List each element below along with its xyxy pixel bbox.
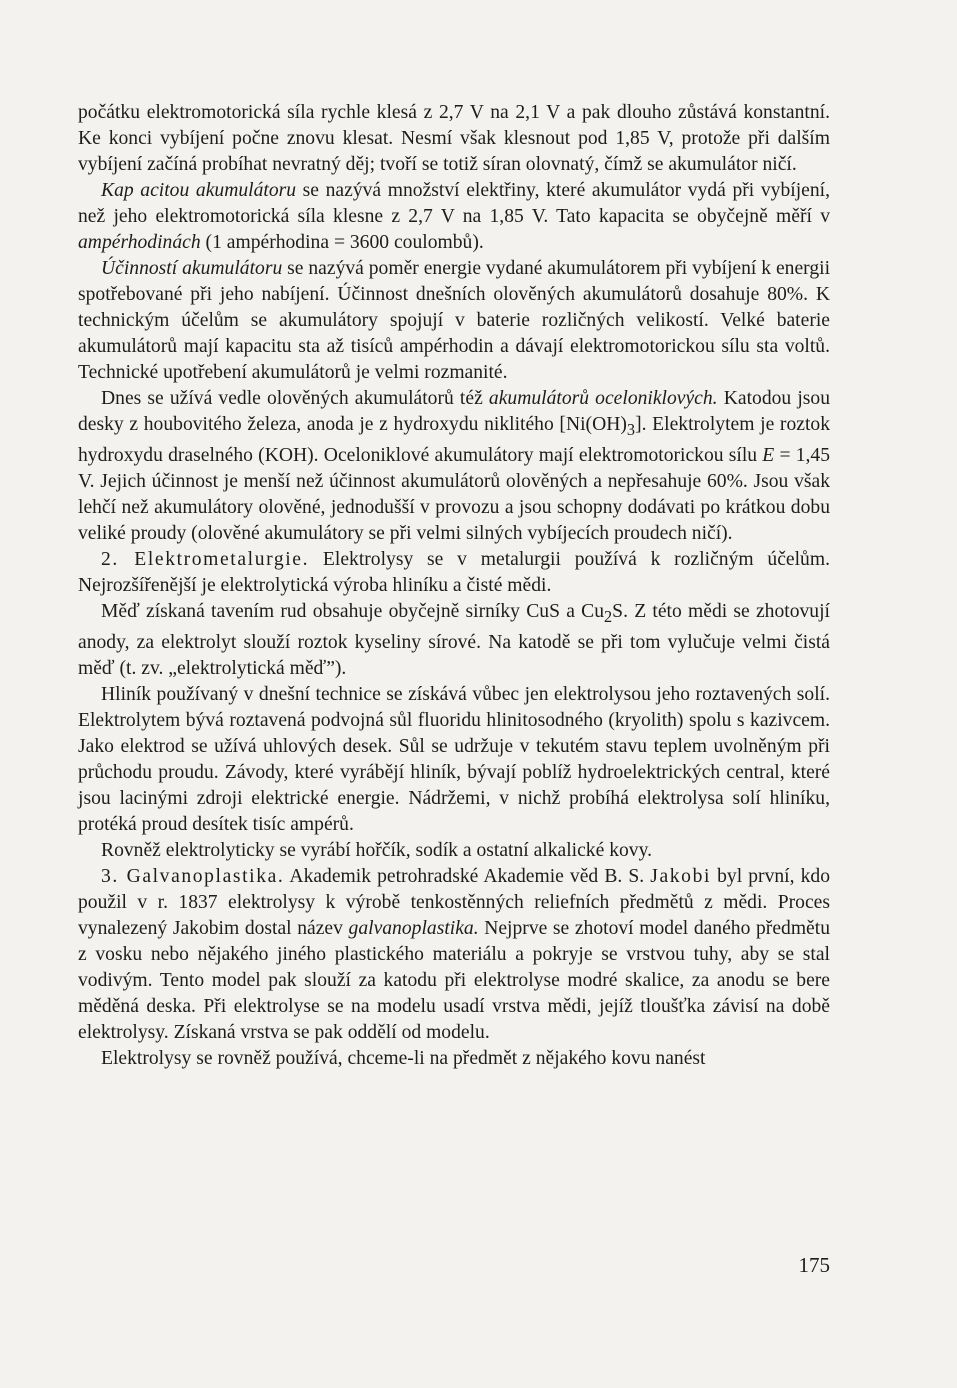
subscript: 3 xyxy=(626,419,636,439)
term-ampere-hours: ampérhodinách xyxy=(78,232,201,253)
subscript: 2 xyxy=(604,606,613,626)
paragraph xyxy=(78,256,830,386)
paragraph xyxy=(78,386,830,547)
page-number: 175 xyxy=(798,1253,830,1277)
paragraph xyxy=(78,682,830,838)
section-heading: 2. Elektrometalurgie. xyxy=(101,548,310,570)
text-run: Měď získaná tavením rud obsahuje obyčejně sirníky CuS a Cu xyxy=(101,600,604,622)
body-text xyxy=(78,100,830,1072)
text-run: Rovněž elektrolyticky se vyrábí hořčík, sodík a ostatní alkalické kovy. xyxy=(101,839,653,861)
paragraph xyxy=(78,838,830,864)
paragraph xyxy=(78,547,830,599)
paragraph xyxy=(78,1046,830,1072)
paragraph xyxy=(78,178,830,256)
person-name: Jakobi xyxy=(650,865,712,887)
text-run: ]. Elektrolytem je roztok hydroxydu draselného (KOH). Oceloniklové akumulátory mají elektromotorickou sílu xyxy=(78,414,830,466)
text-run: = 1,45 V. Jejich účinnost je menší než účinnost akumulátorů olověných a nepřesahuje 60%. Jsou však lehčí než akumulátory olověné, jednodušší v provozu a jsou schopny dodávati po krátkou dobu veliké proudy (olověné akumulátory se při velmi silných vybíjecích proudech ničí). xyxy=(78,444,831,544)
section-heading: 3. Galvanoplastika. xyxy=(101,865,285,887)
text-run: Nejprve se zhotoví model daného předmětu z vosku nebo nějakého jiného plastického materiálu a pokryje se vrstvou tuhy, aby se stal vodivým. Tento model pak slouží za katodu při elektrolyse modré skalice, za anodu se bere měděná deska. Při elektrolyse se na modelu usadí vrstva mědi, jejíž tloušťka závisí na době elektrolysy. Získaná vrstva se pak oddělí od modelu. xyxy=(78,917,830,1043)
text-run: Katodou jsou desky z houbovitého železa, anoda je z hydroxydu niklitého [Ni(OH) xyxy=(78,388,831,435)
paragraph xyxy=(78,864,830,1046)
text-run: Dnes se užívá vedle olověných akumulátorů též xyxy=(101,388,489,409)
text-run: byl první, kdo použil v r. 1837 elektrolysy k výrobě tenkostěnných reliefních předmětů z mědi. Proces vynalezený Jakobim dostal název xyxy=(78,865,830,939)
symbol-emf: E xyxy=(762,444,775,466)
text-run: Elektrolysy se v metalurgii používá k rozličným účelům. Nejrozšířenější je elektrolytická výroba hliníku a čisté mědi. xyxy=(78,548,830,596)
term-capacity: Kap acitou akumulátoru xyxy=(101,180,297,201)
text-run: Akademik petrohradské Akademie věd B. S. xyxy=(284,865,651,887)
term-steel-nickel: akumulátorů oceloniklových. xyxy=(488,388,718,409)
text-run: Hliník používaný v dnešní technice se získává vůbec jen elektrolysou jeho roztavených solí. Elektrolytem bývá roztavená podvojná sůl fluoridu hlinitosodného (kryolith) spolu s kazivcem. Jako elektrod se užívá uhlových desek. Sůl se udržuje v tekutém stavu teplem uvolněným při průchodu proudu. Závody, které vyrábějí hliník, bývají poblíž hydroelektrických central, které jsou lacinými zdroji elektrické energie. Nádržemi, v nichž probíhá elektrolysa solí hliníku, protéká proud desítek tisíc ampérů. xyxy=(78,683,830,835)
term-galvanoplastics: galvanoplastika. xyxy=(348,917,479,939)
term-efficiency: Účinností akumulátoru xyxy=(101,258,283,279)
text-run: Elektrolysy se rovněž používá, chceme-li na předmět z nějakého kovu nanést xyxy=(101,1047,706,1069)
text-run: počátku elektromotorická síla rychle klesá z 2,7 V na 2,1 V a pak dlouho zůstává konstantní. Ke konci vybíjení počne znovu klesat. Nesmí však klesnout pod 1,85 V, protože při dalším vybíjení začíná probíhat nevratný děj; tvoří se totiž síran olovnatý, čímž se akumulátor ničí. xyxy=(78,102,830,175)
paragraph xyxy=(78,599,830,682)
text-run: (1 ampérhodina = 3600 coulombů). xyxy=(200,232,484,253)
text-run: S. Z této mědi se zhotovují anody, za elektrolyt slouží roztok kyseliny sírové. Na katodě se při tom vylučuje velmi čistá měď (t. zv. „elektrolytická měď”). xyxy=(78,600,830,679)
paragraph xyxy=(78,100,830,178)
text-run: se nazývá množství elektřiny, které akumulátor vydá při vybíjení, než jeho elektromotorická síla klesne z 2,7 V na 1,85 V. Tato kapacita se obyčejně měří v xyxy=(78,180,830,227)
text-run: se nazývá poměr energie vydané akumulátorem při vybíjení k energii spotřebované při jeho nabíjení. Účinnost dnešních olověných akumulátorů dosahuje 80%. K technickým účelům se akumulátory spojují v baterie rozličných velikostí. Velké baterie akumulátorů mají kapacitu sta až tisíců ampérhodin a dávají elektromotorickou sílu sta voltů. Technické upotřebení akumulátorů je velmi rozmanité. xyxy=(78,258,831,383)
